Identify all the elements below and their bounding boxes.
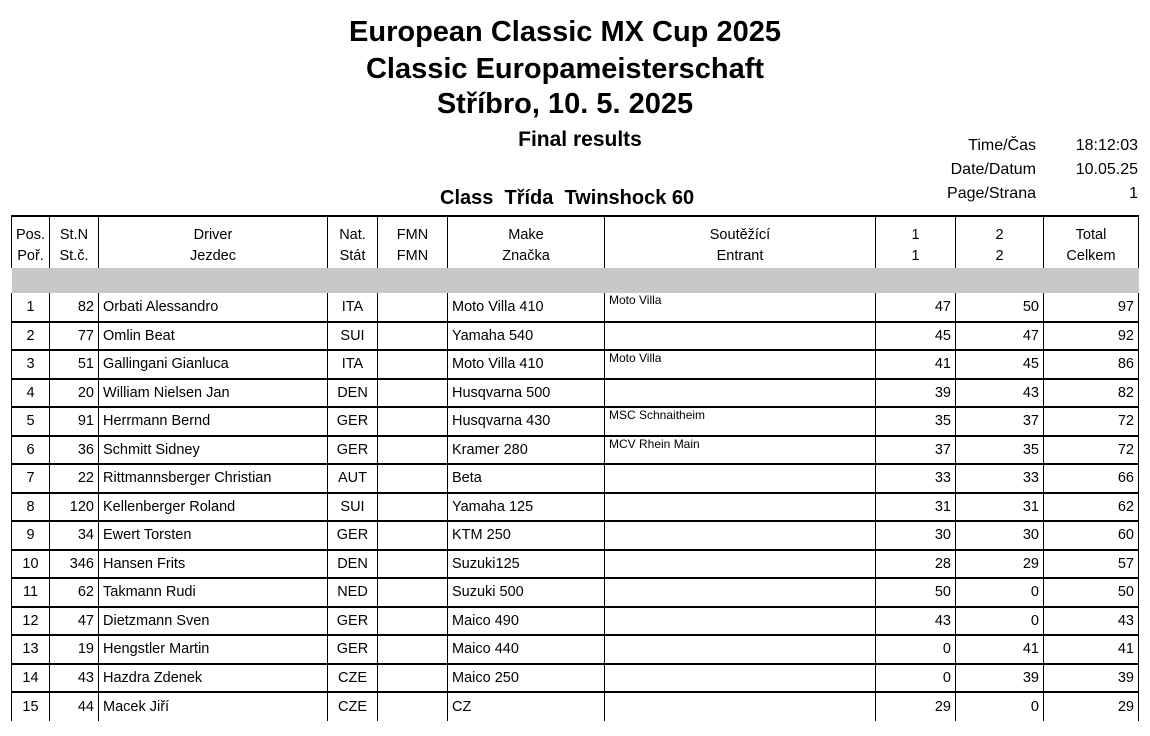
cell-entrant xyxy=(605,578,876,607)
cell-r2: 41 xyxy=(956,635,1044,664)
cell-total: 92 xyxy=(1044,322,1139,351)
table-row xyxy=(12,322,1139,351)
cell-pos: 5 xyxy=(12,407,50,436)
header-row-1 xyxy=(12,216,1139,244)
col-header: 1 xyxy=(876,216,956,244)
col-header: FMN xyxy=(378,216,448,244)
cell-driver: Schmitt Sidney xyxy=(99,436,328,465)
cell-pos: 13 xyxy=(12,635,50,664)
cell-make: Moto Villa 410 xyxy=(448,350,605,379)
results-table xyxy=(11,215,1139,721)
cell-nat: ITA xyxy=(328,293,378,322)
cell-make: Yamaha 540 xyxy=(448,322,605,351)
col-header: St.č. xyxy=(50,244,99,268)
cell-fmn xyxy=(378,493,448,522)
cell-make: Beta xyxy=(448,464,605,493)
title-line-3: Stříbro, 10. 5. 2025 xyxy=(436,88,694,120)
cell-pos: 7 xyxy=(12,464,50,493)
cell-r1: 31 xyxy=(876,493,956,522)
cell-total: 39 xyxy=(1044,664,1139,693)
cell-r1: 37 xyxy=(876,436,956,465)
cell-pos: 10 xyxy=(12,550,50,579)
cell-entrant xyxy=(605,379,876,408)
cell-r2: 0 xyxy=(956,578,1044,607)
cell-entrant: Moto Villa xyxy=(605,293,876,322)
cell-make: CZ xyxy=(448,692,605,721)
cell-total: 50 xyxy=(1044,578,1139,607)
cell-r1: 45 xyxy=(876,322,956,351)
cell-r2: 0 xyxy=(956,692,1044,721)
cell-nat: ITA xyxy=(328,350,378,379)
cell-stn: 34 xyxy=(50,521,99,550)
cell-total: 41 xyxy=(1044,635,1139,664)
cell-make: Maico 440 xyxy=(448,635,605,664)
cell-r1: 0 xyxy=(876,664,956,693)
cell-r1: 0 xyxy=(876,635,956,664)
col-header: Stát xyxy=(328,244,378,268)
cell-nat: DEN xyxy=(328,379,378,408)
cell-driver: Dietzmann Sven xyxy=(99,607,328,636)
cell-r2: 35 xyxy=(956,436,1044,465)
col-header: Driver xyxy=(99,216,328,244)
header-row-2 xyxy=(12,244,1139,268)
cell-driver: Herrmann Bernd xyxy=(99,407,328,436)
time-value: 18:12:03 xyxy=(1075,137,1138,154)
cell-pos: 9 xyxy=(12,521,50,550)
cell-nat: SUI xyxy=(328,322,378,351)
cell-nat: AUT xyxy=(328,464,378,493)
cell-r1: 28 xyxy=(876,550,956,579)
col-header: FMN xyxy=(378,244,448,268)
time-label: Time/Čas xyxy=(968,137,1036,154)
cell-entrant: MCV Rhein Main xyxy=(605,436,876,465)
subtitle: Final results xyxy=(518,128,642,151)
cell-fmn xyxy=(378,664,448,693)
cell-pos: 8 xyxy=(12,493,50,522)
cell-make: Suzuki125 xyxy=(448,550,605,579)
cell-pos: 3 xyxy=(12,350,50,379)
cell-entrant xyxy=(605,521,876,550)
col-header: Poř. xyxy=(12,244,50,268)
cell-fmn xyxy=(378,379,448,408)
table-row xyxy=(12,692,1139,721)
cell-nat: DEN xyxy=(328,550,378,579)
col-header: 2 xyxy=(956,244,1044,268)
cell-total: 62 xyxy=(1044,493,1139,522)
cell-fmn xyxy=(378,550,448,579)
cell-driver: Orbati Alessandro xyxy=(99,293,328,322)
cell-entrant xyxy=(605,607,876,636)
table-row xyxy=(12,350,1139,379)
cell-entrant xyxy=(605,550,876,579)
col-header: St.N xyxy=(50,216,99,244)
cell-total: 86 xyxy=(1044,350,1139,379)
cell-r1: 30 xyxy=(876,521,956,550)
cell-r1: 43 xyxy=(876,607,956,636)
cell-make: Husqvarna 430 xyxy=(448,407,605,436)
cell-make: KTM 250 xyxy=(448,521,605,550)
cell-stn: 20 xyxy=(50,379,99,408)
col-header: 1 xyxy=(876,244,956,268)
cell-total: 82 xyxy=(1044,379,1139,408)
cell-r2: 45 xyxy=(956,350,1044,379)
cell-driver: Omlin Beat xyxy=(99,322,328,351)
col-header: Soutěžící xyxy=(605,216,876,244)
col-header: Jezdec xyxy=(99,244,328,268)
col-header: 2 xyxy=(956,216,1044,244)
table-row xyxy=(12,521,1139,550)
cell-nat: NED xyxy=(328,578,378,607)
cell-fmn xyxy=(378,578,448,607)
table-row xyxy=(12,578,1139,607)
table-row xyxy=(12,635,1139,664)
cell-stn: 19 xyxy=(50,635,99,664)
cell-stn: 51 xyxy=(50,350,99,379)
cell-fmn xyxy=(378,407,448,436)
cell-r2: 47 xyxy=(956,322,1044,351)
cell-nat: CZE xyxy=(328,664,378,693)
col-header: Entrant xyxy=(605,244,876,268)
cell-fmn xyxy=(378,607,448,636)
cell-r2: 31 xyxy=(956,493,1044,522)
cell-nat: SUI xyxy=(328,493,378,522)
results-body xyxy=(12,293,1139,721)
cell-nat: GER xyxy=(328,635,378,664)
page-value: 1 xyxy=(1129,185,1138,202)
col-header: Make xyxy=(448,216,605,244)
cell-pos: 2 xyxy=(12,322,50,351)
cell-stn: 120 xyxy=(50,493,99,522)
cell-fmn xyxy=(378,350,448,379)
cell-make: Yamaha 125 xyxy=(448,493,605,522)
cell-r2: 39 xyxy=(956,664,1044,693)
cell-r1: 39 xyxy=(876,379,956,408)
cell-entrant xyxy=(605,493,876,522)
cell-total: 43 xyxy=(1044,607,1139,636)
col-header: Total xyxy=(1044,216,1139,244)
date-label: Date/Datum xyxy=(950,161,1036,178)
cell-total: 72 xyxy=(1044,436,1139,465)
cell-driver: Takmann Rudi xyxy=(99,578,328,607)
cell-r2: 0 xyxy=(956,607,1044,636)
cell-make: Maico 250 xyxy=(448,664,605,693)
cell-stn: 346 xyxy=(50,550,99,579)
cell-entrant: Moto Villa xyxy=(605,350,876,379)
cell-pos: 6 xyxy=(12,436,50,465)
cell-entrant xyxy=(605,664,876,693)
cell-fmn xyxy=(378,692,448,721)
col-header: Celkem xyxy=(1044,244,1139,268)
table-row xyxy=(12,379,1139,408)
cell-fmn xyxy=(378,293,448,322)
table-row xyxy=(12,293,1139,322)
cell-driver: Hansen Frits xyxy=(99,550,328,579)
cell-entrant: MSC Schnaitheim xyxy=(605,407,876,436)
table-row xyxy=(12,607,1139,636)
cell-r1: 41 xyxy=(876,350,956,379)
cell-pos: 12 xyxy=(12,607,50,636)
cell-r2: 29 xyxy=(956,550,1044,579)
cell-make: Maico 490 xyxy=(448,607,605,636)
cell-nat: GER xyxy=(328,607,378,636)
cell-driver: William Nielsen Jan xyxy=(99,379,328,408)
cell-fmn xyxy=(378,322,448,351)
cell-pos: 4 xyxy=(12,379,50,408)
cell-total: 72 xyxy=(1044,407,1139,436)
cell-stn: 47 xyxy=(50,607,99,636)
cell-r2: 43 xyxy=(956,379,1044,408)
cell-make: Kramer 280 xyxy=(448,436,605,465)
cell-r1: 33 xyxy=(876,464,956,493)
cell-make: Suzuki 500 xyxy=(448,578,605,607)
cell-fmn xyxy=(378,436,448,465)
col-header: Nat. xyxy=(328,216,378,244)
cell-r1: 35 xyxy=(876,407,956,436)
table-row xyxy=(12,436,1139,465)
cell-fmn xyxy=(378,464,448,493)
cell-nat: GER xyxy=(328,521,378,550)
cell-driver: Macek Jiří xyxy=(99,692,328,721)
table-row xyxy=(12,493,1139,522)
table-row xyxy=(12,550,1139,579)
cell-r2: 50 xyxy=(956,293,1044,322)
cell-driver: Hazdra Zdenek xyxy=(99,664,328,693)
cell-r2: 33 xyxy=(956,464,1044,493)
table-row xyxy=(12,464,1139,493)
table-row xyxy=(12,407,1139,436)
cell-total: 66 xyxy=(1044,464,1139,493)
cell-r2: 30 xyxy=(956,521,1044,550)
cell-stn: 82 xyxy=(50,293,99,322)
cell-total: 97 xyxy=(1044,293,1139,322)
cell-stn: 43 xyxy=(50,664,99,693)
cell-driver: Hengstler Martin xyxy=(99,635,328,664)
cell-nat: GER xyxy=(328,407,378,436)
class-line: Class Třída Twinshock 60 xyxy=(440,187,695,209)
cell-driver: Gallingani Gianluca xyxy=(99,350,328,379)
table-row xyxy=(12,664,1139,693)
cell-driver: Rittmannsberger Christian xyxy=(99,464,328,493)
cell-entrant xyxy=(605,322,876,351)
cell-r1: 50 xyxy=(876,578,956,607)
page-label: Page/Strana xyxy=(947,185,1036,202)
cell-make: Husqvarna 500 xyxy=(448,379,605,408)
date-value: 10.05.25 xyxy=(1075,161,1138,178)
col-header: Pos. xyxy=(12,216,50,244)
cell-stn: 91 xyxy=(50,407,99,436)
cell-total: 57 xyxy=(1044,550,1139,579)
cell-total: 60 xyxy=(1044,521,1139,550)
cell-stn: 44 xyxy=(50,692,99,721)
title-line-1: European Classic MX Cup 2025 xyxy=(349,16,781,48)
cell-make: Moto Villa 410 xyxy=(448,293,605,322)
cell-stn: 62 xyxy=(50,578,99,607)
cell-entrant xyxy=(605,692,876,721)
cell-fmn xyxy=(378,521,448,550)
col-header: Značka xyxy=(448,244,605,268)
cell-pos: 15 xyxy=(12,692,50,721)
cell-stn: 36 xyxy=(50,436,99,465)
cell-r1: 29 xyxy=(876,692,956,721)
cell-driver: Ewert Torsten xyxy=(99,521,328,550)
cell-pos: 1 xyxy=(12,293,50,322)
cell-fmn xyxy=(378,635,448,664)
cell-pos: 14 xyxy=(12,664,50,693)
cell-r2: 37 xyxy=(956,407,1044,436)
header-separator xyxy=(12,268,1139,293)
cell-nat: GER xyxy=(328,436,378,465)
cell-entrant xyxy=(605,635,876,664)
cell-stn: 22 xyxy=(50,464,99,493)
cell-nat: CZE xyxy=(328,692,378,721)
cell-stn: 77 xyxy=(50,322,99,351)
title-line-2: Classic Europameisterschaft xyxy=(365,53,765,85)
cell-r1: 47 xyxy=(876,293,956,322)
cell-entrant xyxy=(605,464,876,493)
cell-pos: 11 xyxy=(12,578,50,607)
cell-driver: Kellenberger Roland xyxy=(99,493,328,522)
cell-total: 29 xyxy=(1044,692,1139,721)
